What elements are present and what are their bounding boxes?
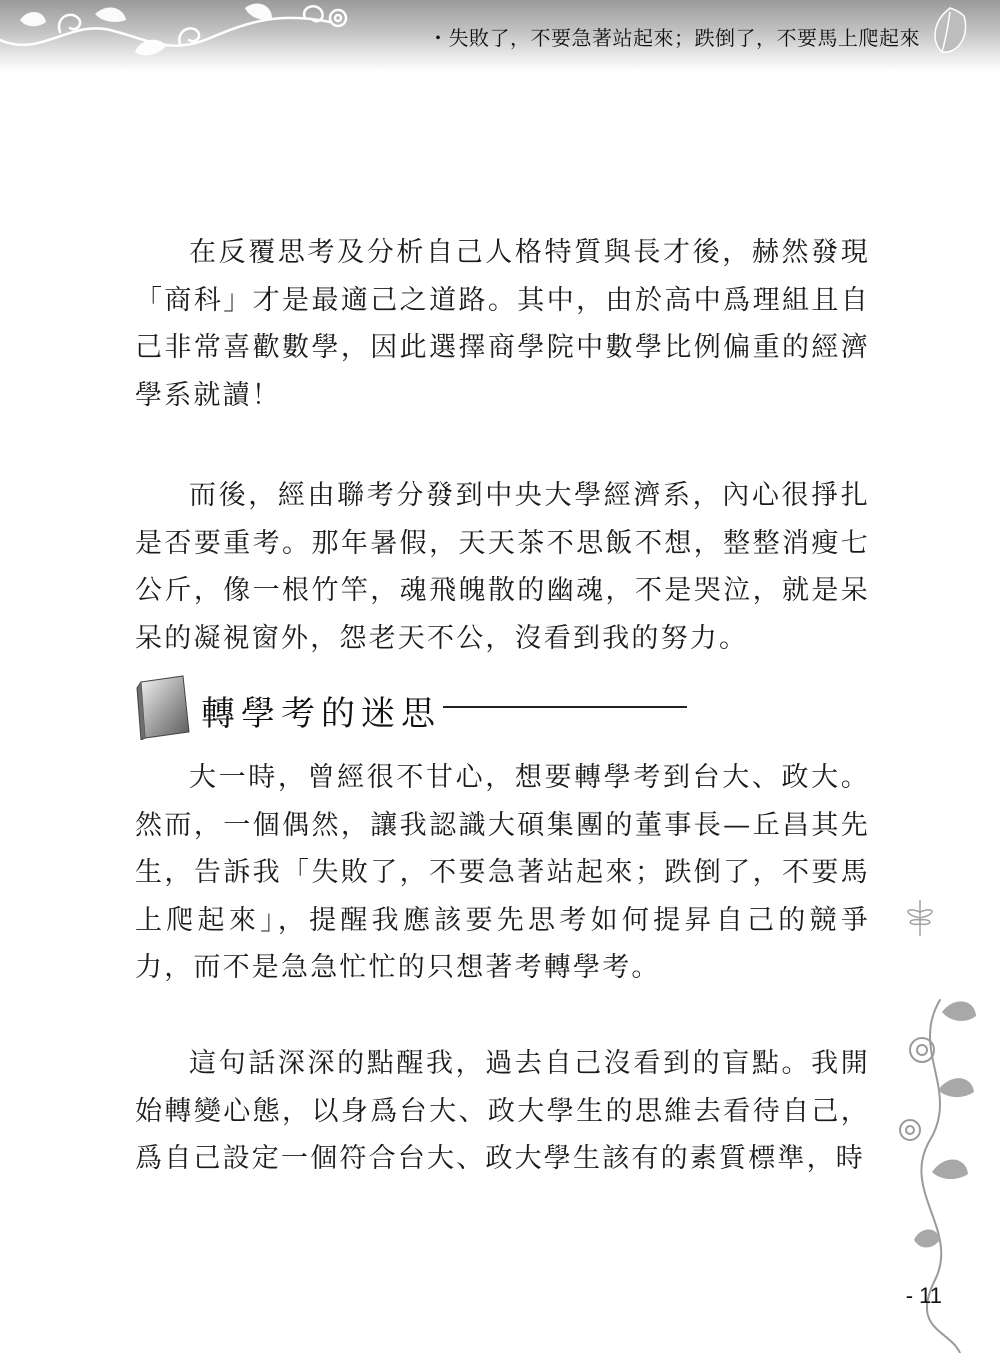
header-band	[0, 0, 1000, 72]
leaf-icon	[928, 6, 972, 56]
section-title: 轉學考的迷思	[201, 694, 441, 734]
paragraph-3: 大一時，曾經很不甘心，想要轉學考到台大、政大。然而，一個偶然，讓我認識大碩集團的董事長—丘昌其先生，告訴我「失敗了，不要急著站起來；跌倒了，不要馬上爬起來」，提醒我應該要先思考如何提昇自己的競爭力，而不是急急忙忙的只想著考轉學考。	[135, 762, 870, 984]
section-rule	[443, 706, 687, 708]
vine-ornament-icon	[0, 0, 380, 70]
paragraph-4: 這句話深深的點醒我，過去自己沒看到的盲點。我開始轉變心態，以身爲台大、政大學生的思維去看待自己，爲自己設定一個符合台大、政大學生該有的素質標準，時	[135, 1048, 870, 1175]
paragraph-1: 在反覆思考及分析自己人格特質與長才後，赫然發現「商科」才是最適己之道路。其中，由於高中爲理組且自己非常喜歡數學，因此選擇商學院中數學比例偏重的經濟學系就讀！	[135, 237, 870, 411]
paragraph-2: 而後，經由聯考分發到中央大學經濟系，內心很掙扎是否要重考。那年暑假，天天茶不思飯不想，整整消瘦七公斤，像一根竹竿，魂飛魄散的幽魂，不是哭泣，就是呆呆的凝視窗外，怨老天不公，沒看到我的努力。	[135, 480, 870, 654]
running-head: ・失敗了，不要急著站起來；跌倒了，不要馬上爬起來	[428, 26, 920, 50]
book-icon	[135, 674, 195, 740]
section-heading	[135, 668, 695, 744]
page-number: - 11	[905, 1283, 942, 1308]
